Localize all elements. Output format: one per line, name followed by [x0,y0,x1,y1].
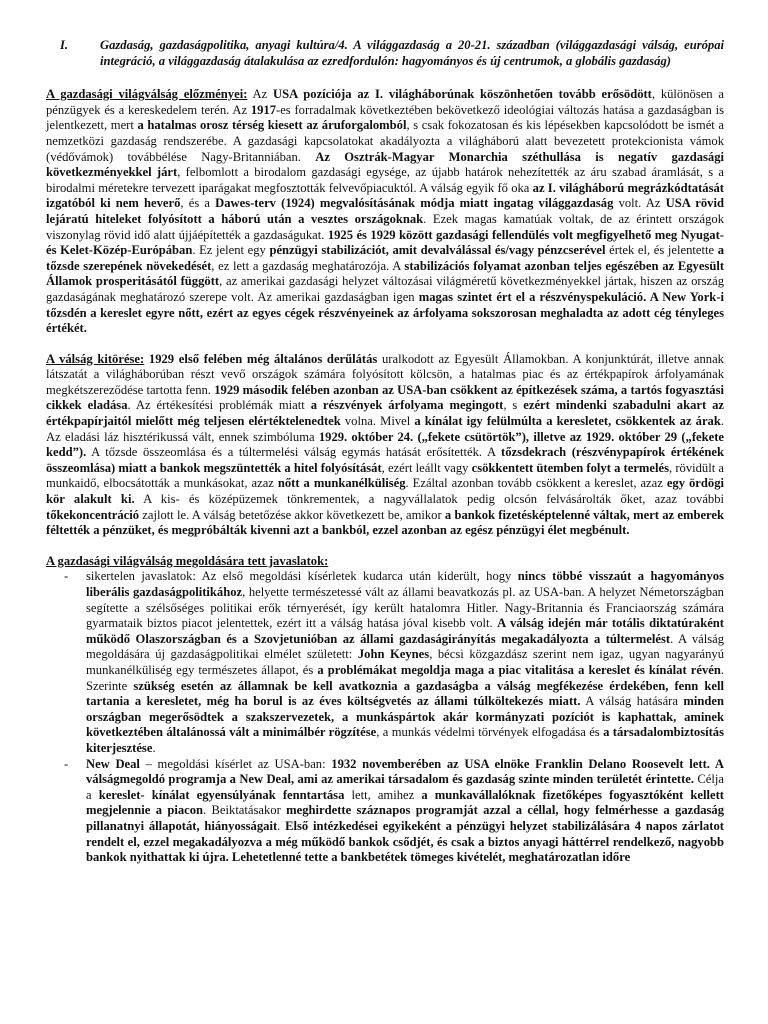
emphasis-run: 1929. október 24. („fekete csütörtök”), illetve az 1929. október 29 („fekete kedd”). [46,429,724,460]
text-run: volna. Mivel [340,414,415,429]
text-run: értek el, és jelentette [605,243,718,258]
emphasis-run: ezért mindenki szabadulni akart az értékpapírjaitól mielőtt még teljesen elértéktelenedtek [46,398,724,429]
emphasis-run: az I. világháború megrázkódtatását izgatóból ki nem heverő [46,180,724,211]
text-run: , s [503,398,524,413]
emphasis-run: pénzügyi stabilizációt, amit devalválással és/vagy pénzcserével [269,243,606,258]
list-item-text [86,569,724,756]
section-precursors [46,87,724,337]
text-run: . Ez jelent egy [192,243,270,258]
emphasis-run: USA rövid lejáratú hiteleket folyósított a háború után a vesztes országoknak [46,196,724,226]
text-run: lett, amihez [344,787,422,802]
emphasis-run: tőkekoncentráció [46,507,140,522]
text-run: , bécsi közgazdász szerint nem igaz, ugyan nagyarányú munkanélküliség egy természetes állapot, és [86,647,725,677]
list-item [46,757,724,866]
emphasis-run: a bankok fizetésképtelenné váltak, mert az emberek féltették a pénzüket, és megpróbálták kivenni azt a bankból, ezzel azonban az egész pénzügyi élet megbénult. [46,507,724,538]
text-run: uralkodott az Egyesült Államokban. A konjunktúrát, illetve annak látszatát a világháborúban részt vevő országok számára folyósított kölcsön, a hatalmas piac és az értékpapírok árfolyamának megkétszereződése tartotta fenn. [46,351,724,397]
text-run: – megoldási kísérlet az USA-ban: [139,756,332,771]
chapter-title: Gazdaság, gazdaságpolitika, anyagi kultúra/4. A világgazdaság a 20-21. században (világgazdasági válság, európai integráció, a világgazdaság átalakulása az ezredfordulón: hagyományos és új centrumok, a globális gazdaság) [100,38,724,68]
text-run: , felbomlott a birodalom gazdasági egysége, az újabb határok nehezítették az áru szabad áramlását, s a birodalmi méretekre tervezett iparágakat megfosztották felvevőpiacuktól. A válság egyik fő oka [46,165,724,195]
emphasis-run: a hatalmas orosz térség kiesett az áruforgalomból [137,118,407,133]
section-heading-outbreak: A válság kitörése: [46,351,145,366]
text-run: . Szerinte [86,662,724,693]
text-run: volt. Az [613,196,666,211]
emphasis-run: minden országban megerősödtek a szakszervezetek, a munkáspártok akár kormányzati pozíciót is kaphattak, aminek következtében általánossá vált a minimálbér rögzítése [86,694,724,740]
text-run: , az amerikai gazdasági helyzet változásai világméretű következményekkel jártak, hiszen az ország gazdaságának meghatározó szerepe volt. Az amerikai gazdaságban igen [46,274,724,304]
emphasis-run: Az Osztrák-Magyar Monarchia széthullása is negatív gazdasági következményekkel járt [46,149,724,180]
proposals-list [46,569,724,865]
emphasis-run: A válság idején már totális diktatúraként működő Olaszországban és a Szovjetunióban az állami gazdaságirányítás megakadályozta a túltermelést [86,616,724,646]
text-run: -es forradalmak következtében bekövetkező ideológiai változás hatása a gazdaságban is jelentkezett, mert [46,102,724,133]
text-run: . Ezáltal azonban tovább csökkent a kereslet, azaz [405,476,667,491]
emphasis-run: nincs többé visszaút a hagyományos liberális gazdaságpolitikához [86,569,724,599]
emphasis-run: csökkentett ütemben folyt a termelés [471,460,670,475]
emphasis-run: stabilizációs folyamat azonban teljes egészében az Egyesült Államok prosperitásától függött [46,258,725,289]
emphasis-run: a tőzsde szerepének növekedését [46,243,724,273]
text-run: , különösen a pénzügyek és a kereskedelem terén. Az [46,87,724,117]
text-run: Célja a [86,772,724,802]
chapter-header [46,38,724,69]
emphasis-run: 1929 második felében azonban az USA-ban csökkent az építkezések száma, a tartós fogyasztási cikkek eladása [46,382,724,413]
emphasis-run: nőtt a munkanélküliség [277,476,406,491]
text-run: A tőzsde összeomlása és a túltermelési válság egymás hatását erősítették. A [86,445,502,460]
text-run: . Az eladási láz hisztérikussá vált, ennek szimbóluma [46,414,724,444]
emphasis-run: tőzsdekrach (részvénypapírok értékének összeomlása) miatt a bankok megszüntették a hitel folyósítását [46,445,724,475]
chapter-number: I. [60,38,69,52]
emphasis-run: USA pozíciója az I. világháborúnak köszönhetően tovább erősödött [272,87,652,102]
text-run: . Beiktatásakor [203,803,287,818]
emphasis-run: a társadalombiztosítás kiterjesztése [86,725,724,755]
text-run: zajlott le. A válság betetőzése akkor következett be, amikor [139,507,445,522]
text-run: , a munkás védelmi törvények elfogadása és [376,725,604,740]
emphasis-run: a problémákat megoldja maga a piac vitalitása a kereslet és kínálat révén [317,662,721,677]
list-item [46,569,724,756]
emphasis-run: a részvények árfolyama megingott [310,398,504,413]
emphasis-run: egy ördögi kör alakult ki. [46,476,724,507]
list-dash: - [64,569,69,584]
emphasis-run: 1925 és 1929 között gazdasági fellendülés volt megfigyelhető meg Nyugat- és Kelet-Közép-Európában [46,227,724,258]
emphasis-run: 1929 első felében még általános derűlátás [148,351,378,366]
section-heading-proposals: A gazdasági világválság megoldására tett javaslatok: [46,553,329,568]
section-outbreak [46,352,724,539]
text-run: . [152,740,156,755]
emphasis-run: a kínálat igy felülmúlta a keresletet, csökkentek az árak [414,414,721,429]
text-run: A kis- és középüzemek tönkrementek, a nagyvállalatok pedig olcsón felvásárolták őket, azaz további [134,492,725,507]
emphasis-run: szükség esetén az államnak be kell avatkoznia a gazdaságba a válság megfékezése érdekében, fenn kell tartania a keresletet, még ha borul is az éves költségvetés az állami túlköltekezés miatt. [86,678,724,709]
emphasis-run: John Keynes [357,647,430,662]
text-run: A válság hatására [580,694,684,709]
text-run: . Az értékesítési problémák miatt [127,398,311,413]
emphasis-run: kereslet- kínálat egyensúlyának fenntartása [98,787,345,802]
text-run: . Ezek magas kamatúak voltak, de az érintett országok viszonylag rövid idő alatt újjáépítették a gazdaságukat. [46,211,724,242]
emphasis-run: New Deal [86,756,140,771]
emphasis-run: 1917 [250,102,277,117]
text-run: . A válság megoldására új gazdaságpolitikai elmélet született: [86,631,724,662]
emphasis-run: a munkavállalóknak fizetőképes fogyasztóként kellett megjelennie a piacon [86,787,725,818]
list-item-text [86,757,724,866]
text-run: , helyette természetessé vált az állami beavatkozás pl. az USA-ban. A helyzet Németországban segítette a szélsőséges politikai erők térnyerését, így került hatalomra Hitler. Nagy-Britannia és Franciaország számára gyarmataik biztos piacot jelentettek, ezért itt a válság hatása jóval kisebb volt. [86,585,724,631]
text-run: sikertelen javaslatok: Az első megoldási kísérletek kudarca után kiderült, hogy [86,569,518,584]
text-run: , és a [180,196,216,211]
text-run: , ez lett a gazdaság meghatározója. A [211,258,405,273]
text-run: Az [247,87,273,102]
emphasis-run: magas szintet ért el a részvényspekuláció. A New York-i tőzsdén a kereslet egyre nőtt, ezért az egyes cégek részvényeinek az árfolyama sokszorosan meghaladta az adott cég tényleges értékét. [46,289,725,336]
emphasis-run: meghirdette száznapos programját azzal a céllal, hogy felmérhesse a gazdaság pillanatnyi állapotát, hiányosságait [86,803,724,833]
list-dash: - [64,756,69,771]
section-heading-precursors: A gazdasági világválság előzményei: [46,87,248,102]
emphasis-run: 1932 novemberében az USA elnöke Franklin Delano Roosevelt lett. A válságmegoldó programja a New Deal, ami az amerikai társadalom és gazdaság szinte minden területét érintette. [86,756,724,787]
emphasis-run: Dawes-terv (1924) megvalósításának módja miatt ingatag világgazdaság [215,196,614,211]
emphasis-run: Első intézkedései egyikeként a pénzügyi helyzet stabilizálására 4 napos zárlatot rendelt el, ezzel megakadályozva a még működő bankok csődjét, és csak a biztos anyagi háttérrel rendelkező, nagyobb bankok nyithattak ki újra. Lehetetlenné tette a bankbetétek tömeges kivételét, meghatározatlan időre [86,818,724,865]
text-run: . [277,818,286,833]
text-run: , ezért leállt vagy [381,460,472,475]
text-run: , rövidült a munkaidő, elbocsátották a munkásokat, azaz [46,460,724,491]
text-run: , s csak fokozatosan és kis lépésekben kapcsolódott be ismét a nemzetközi gazdaság rendszerébe. A gazdasági kapcsolatokat akadályozta a világháború alatt bevezetett protekcionista vámok (védővámok) továbbélése Nagy-Britanniában. [46,118,724,164]
